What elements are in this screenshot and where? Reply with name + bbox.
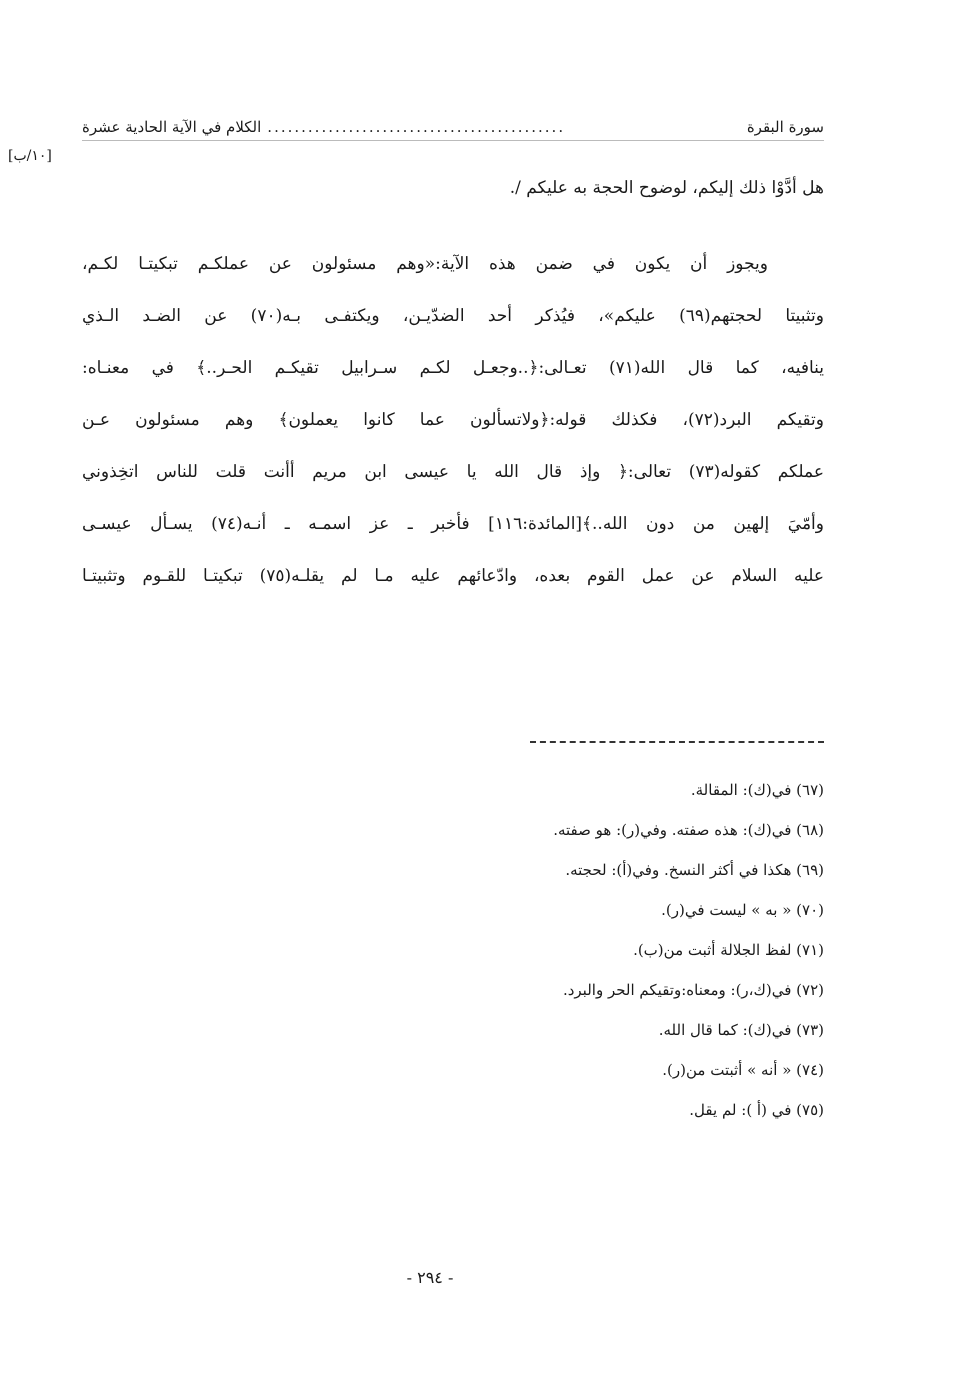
text-line: وأمّيَ إلهين من دون الله..﴾[المائدة:١١٦] فأخبر ـ عز اسمـه ـ أنـه(٧٤) يسـأل عيسـى [82, 514, 824, 534]
text-line: عملكم كقوله(٧٣) تعالى:﴿ وإذ قال الله يا عيسى ابن مريم أأنت قلت للناس اتخِذوني [82, 462, 824, 482]
footnote: (٧٤) « أنه » أثبتت من(ر). [662, 1061, 824, 1079]
text-line: ينافيه، كما قال الله(٧١) تعـالى:﴿..وجعـل لكـم سـرابيل تقيكـم الحـر..﴾ في معنـاه: [82, 358, 824, 378]
header-rule [82, 140, 824, 141]
header-section-title: الكلام في الآية الحادية عشرة [82, 118, 262, 136]
footnote: (٦٩) هكذا في أكثر النسخ. وفي(أ): لحجته. [565, 861, 824, 879]
footnote: (٦٧) في(ك): المقالة. [690, 781, 824, 799]
header-leader-dots: ............................................ [267, 118, 566, 136]
footnote: (٧٢) في(ك،ر): ومعناه:وتقيكم الحر والبرد. [562, 981, 824, 999]
text-line: عليه السلام عن عمل القوم بعده، وادّعائهم عليه مـا لم يقلـه(٧٥) تبكيتـا للقـوم وتثبيتـا [82, 566, 824, 586]
text-line: هل أدَّوْا ذلك إليكم، لوضوح الحجة به عليكم /. [509, 178, 824, 198]
footnote: (٧٥) في (أ ): لم يقل. [689, 1101, 824, 1119]
text-line: وتثبيتا لحجتهم(٦٩) عليكم»، فيُذكر أحد الضدّيـن، ويكتفـى بـه(٧٠) عن الضـد الـذي [82, 306, 824, 326]
footnote: (٧١) لفظ الجلالة أثبت من(ب). [633, 941, 824, 959]
text-line: وتقيكم البرد(٧٢)، فكذلك قوله:﴿ولاتسألون عما كانوا يعملون﴾ وهم مسئولون عـن [82, 410, 824, 430]
paragraph-gap [82, 214, 824, 238]
manuscript-folio-marker: [١٠/ب] [8, 148, 52, 164]
header-surah: سورة البقرة [746, 118, 824, 136]
footnote: (٧٠) « به » ليست في(ر). [661, 901, 824, 919]
footnotes [300, 770, 824, 1130]
text-line: ويجوز أن يكون في ضمن هذه الآية:«وهم مسئولون عن عملكـم تبكيتـا لكـم، [82, 254, 768, 274]
footnote: (٦٨) في(ك): هذه صفته. وفي(ر): هو صفته. [553, 821, 824, 839]
main-text [82, 162, 824, 602]
page-number: - ٢٩٤ - [406, 1268, 454, 1287]
footnote-separator [530, 741, 824, 743]
running-header [82, 112, 824, 142]
footnote: (٧٣) في(ك): كما قال الله. [658, 1021, 824, 1039]
